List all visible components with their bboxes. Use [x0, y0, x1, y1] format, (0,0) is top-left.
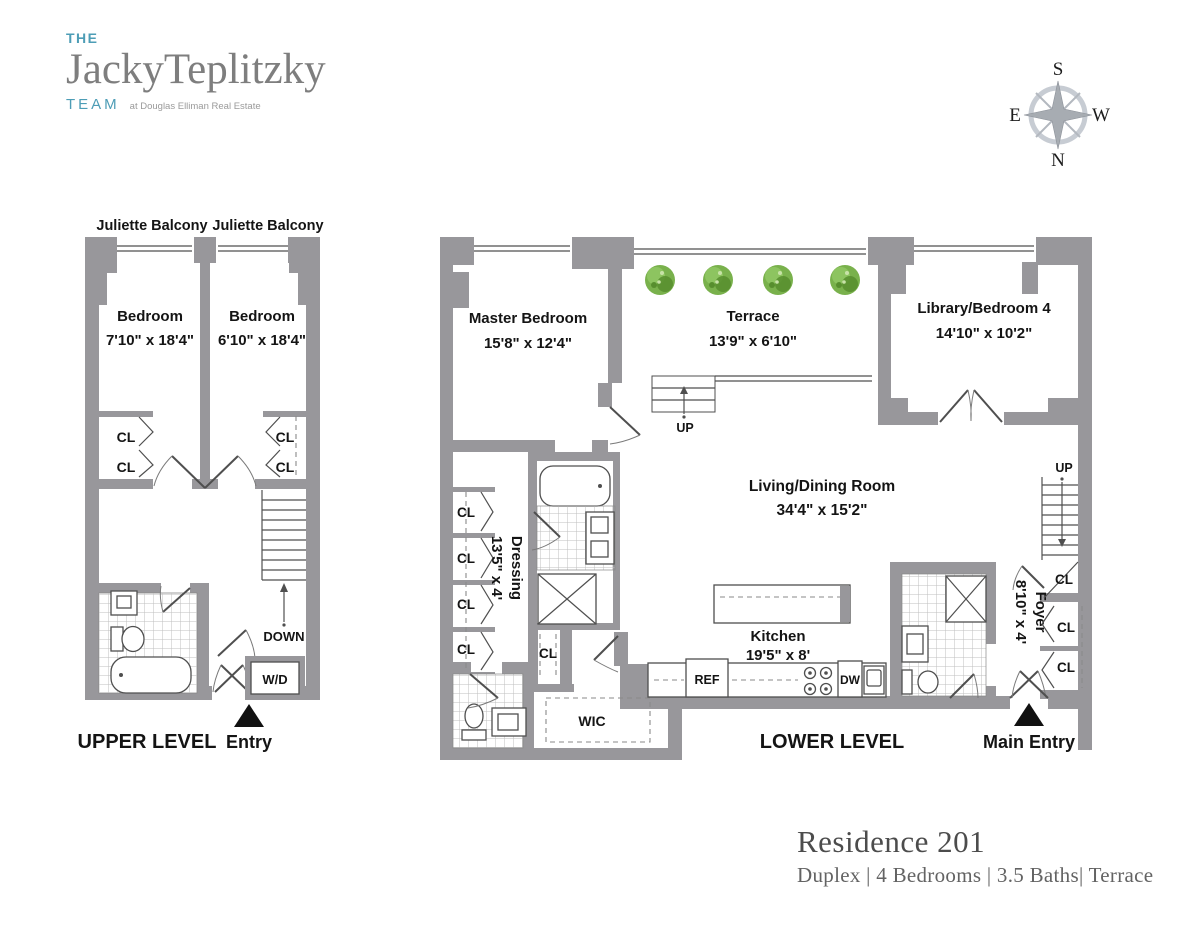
bedroom-right-name: Bedroom — [229, 308, 295, 325]
master-dims: 15'8" x 12'4" — [483, 335, 573, 352]
down-arrow — [280, 583, 288, 592]
library-dims: 14'10" x 10'2" — [935, 325, 1033, 342]
terrace-name: Terrace — [726, 308, 780, 325]
closet-label: CL — [1055, 572, 1073, 587]
hall-closet — [539, 634, 618, 676]
closet-label: CL — [116, 459, 136, 475]
powder-room — [453, 674, 526, 748]
closet-label: CL — [457, 551, 475, 566]
bedroom-right-dims: 6'10" x 18'4" — [217, 332, 307, 349]
upper-level-title: UPPER LEVEL — [77, 731, 217, 753]
closet-label: CL — [116, 429, 136, 445]
bedroom-left-dims: 7'10" x 18'4" — [105, 332, 195, 349]
terrace-trees — [645, 265, 860, 295]
tree-icon — [763, 265, 793, 295]
lower-stairs — [1013, 461, 1078, 598]
residence-title: Residence 201 — [797, 824, 986, 859]
toilet-tank — [462, 730, 486, 740]
up-label: UP — [676, 421, 694, 435]
up-arrow — [1058, 539, 1066, 547]
terrace-dims: 13'9" x 6'10" — [708, 333, 798, 350]
compass-rose — [998, 56, 1118, 170]
master-bathroom — [532, 461, 615, 624]
ref-label: REF — [694, 673, 720, 687]
compass-north: N — [1051, 150, 1065, 170]
second-bathroom — [902, 574, 986, 698]
compass-east: E — [1009, 105, 1021, 126]
library-doors — [940, 390, 1002, 422]
brand-the: THE — [66, 30, 99, 46]
compass-west: W — [1092, 105, 1110, 126]
tree-icon — [645, 265, 675, 295]
toilet — [122, 627, 144, 652]
toilet — [465, 704, 483, 728]
dw-label: DW — [840, 673, 860, 687]
foyer-dims: 8'10" x 4' — [1012, 579, 1029, 645]
kitchen-name: Kitchen — [750, 628, 806, 645]
closet-label: CL — [1057, 660, 1075, 675]
upper-level-plan — [60, 200, 360, 770]
tree-icon — [830, 265, 860, 295]
closet-label: CL — [539, 646, 557, 661]
dressing-name: Dressing — [508, 535, 525, 601]
washer-dryer — [245, 656, 305, 700]
closet-label: CL — [457, 505, 475, 520]
brand-team: TEAM — [66, 96, 120, 114]
entry-arrow — [234, 704, 264, 727]
upper-stairs — [262, 490, 306, 644]
lower-level-title: LOWER LEVEL — [759, 731, 905, 753]
brand-name: Jacky Teplitzky — [66, 46, 326, 93]
closet-label: CL — [457, 597, 475, 612]
toilet-tank — [111, 627, 123, 651]
master-name: Master Bedroom — [468, 310, 588, 327]
entry-label: Entry — [225, 732, 273, 752]
balcony-right-label: Juliette Balcony — [212, 218, 324, 234]
terrace-steps — [652, 376, 715, 435]
foyer-name: Foyer — [1032, 591, 1049, 633]
toilet-tank — [902, 670, 912, 694]
down-label: DOWN — [263, 629, 305, 644]
up-label: UP — [1055, 461, 1073, 475]
kitchen-dims: 19'5" x 8' — [745, 647, 811, 664]
wic-label: WIC — [578, 713, 606, 729]
closet-label: CL — [275, 459, 295, 475]
closet-label: CL — [275, 429, 295, 445]
compass-south: S — [1052, 59, 1064, 80]
library-name: Library/Bedroom 4 — [917, 300, 1051, 317]
wd-label: W/D — [262, 672, 288, 687]
dressing-dims: 13'5" x 4' — [488, 535, 505, 601]
master-door — [610, 407, 640, 444]
toilet — [918, 671, 938, 693]
tree-icon — [703, 265, 733, 295]
brand-logo — [66, 30, 326, 113]
living-dims: 34'4" x 15'2" — [776, 502, 868, 519]
living-name: Living/Dining Room — [748, 478, 896, 495]
main-entry-arrow — [1014, 703, 1044, 726]
balcony-left-label: Juliette Balcony — [96, 218, 208, 234]
residence-subtitle: Duplex | 4 Bedrooms | 3.5 Baths| Terrace — [797, 863, 1154, 887]
closet-label: CL — [457, 642, 475, 657]
bedroom-left-name: Bedroom — [117, 308, 183, 325]
kitchen-island — [714, 585, 850, 623]
closet-label: CL — [1057, 620, 1075, 635]
main-entry-label: Main Entry — [982, 732, 1076, 752]
lower-level-plan — [430, 220, 1110, 780]
residence-info — [797, 824, 1153, 888]
kitchen — [648, 585, 886, 697]
compass-star — [1024, 81, 1092, 149]
brand-tagline: at Douglas Elliman Real Estate — [129, 101, 261, 113]
